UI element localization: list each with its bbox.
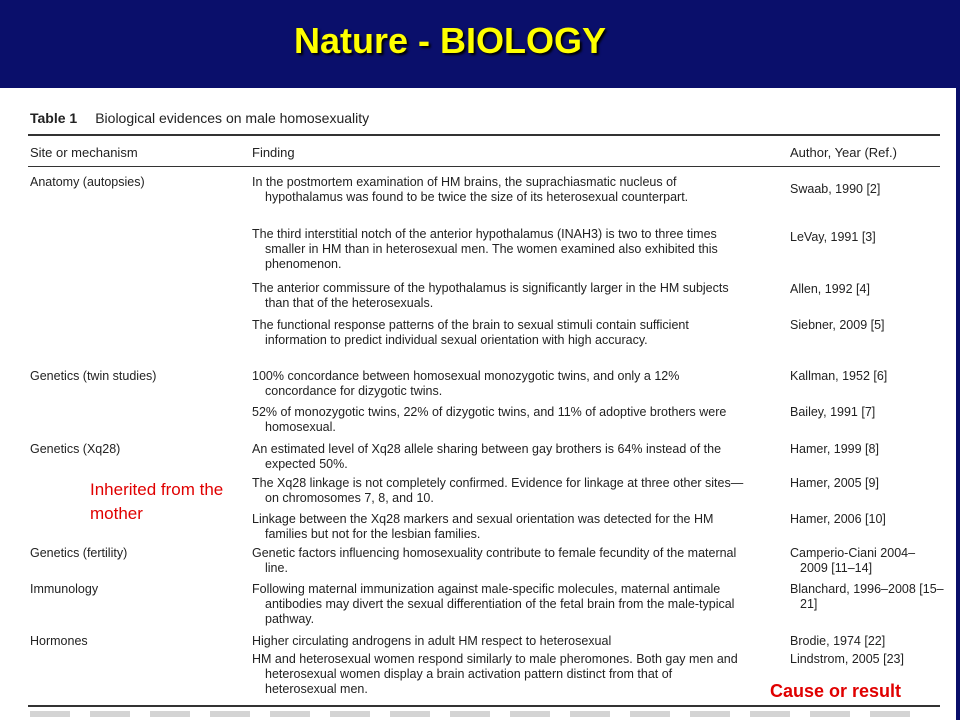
table-row-author: Bailey, 1991 [7] [790,405,876,419]
table-row-site: Immunology [30,582,99,596]
annotation-cause: Cause or result [770,681,902,701]
table-row-author: Lindstrom, 2005 [23] [790,652,904,666]
table-row-author: LeVay, 1991 [3] [790,230,876,244]
table-row-finding: An estimated level of Xq28 allele sharing between gay brothers is 64% instead of the expected 50%. [252,442,722,471]
table-caption [30,110,369,126]
table-row-site: Genetics (fertility) [30,546,128,560]
table-row-author: Swaab, 1990 [2] [790,182,881,196]
table-row-author: Camperio-Ciani 2004–2009 [11–14] [790,546,916,575]
table-row-finding: Following maternal immunization against male-specific molecules, maternal antimale antibodies may divert the sexual differentiation of the fetal brain from the male-typical pathway. [252,582,735,626]
header-author: Author, Year (Ref.) [790,145,897,160]
table-row-finding: In the postmortem examination of HM brains, the suprachiasmatic nucleus of hypothalamus was found to be twice the size of its heterosexual counterpart. [252,175,689,204]
table-row-author: Brodie, 1974 [22] [790,634,886,648]
table-row-author: Kallman, 1952 [6] [790,369,888,383]
table-row-site: Genetics (Xq28) [30,442,121,456]
table-row-finding: 100% concordance between homosexual monozygotic twins, and only a 12% concordance for dizygotic twins. [252,369,680,398]
table-row-author: Blanchard, 1996–2008 [15–21] [790,582,944,611]
table-row-finding: Linkage between the Xq28 markers and sexual orientation was detected for the HM families but not for the lesbian families. [252,512,714,541]
header-site: Site or mechanism [30,145,138,160]
table-row-author: Siebner, 2009 [5] [790,318,885,332]
table-row-author: Allen, 1992 [4] [790,282,870,296]
table-row-finding: The third interstitial notch of the anterior hypothalamus (INAH3) is two to three times smaller in HM than in heterosexual men. The women examined also exhibited this phenomenon. [252,227,718,271]
table-row-author: Hamer, 2006 [10] [790,512,886,526]
annotation-inherited: Inherited from the mother [90,480,224,523]
table-row-site: Hormones [30,634,88,648]
table-row-finding: Higher circulating androgens in adult HM respect to heterosexual [252,634,612,648]
table-row-author: Hamer, 1999 [8] [790,442,879,456]
header-finding: Finding [252,145,295,160]
table-row-finding: The anterior commissure of the hypothalamus is significantly larger in the HM subjects than that of the heterosexuals. [252,281,729,310]
table-row-site: Genetics (twin studies) [30,369,157,383]
table-row-site: Anatomy (autopsies) [30,175,145,189]
table-row-finding: HM and heterosexual women respond similarly to male pheromones. Both gay men and heterosexual women display a brain activation pattern distinct from that of heterosexual men. [252,652,738,696]
table-row-finding: 52% of monozygotic twins, 22% of dizygotic twins, and 11% of adoptive brothers were homosexual. [252,405,727,434]
table-row-finding: Genetic factors influencing homosexuality contribute to female fecundity of the maternal line. [252,546,737,575]
table-number: Table 1 [30,110,78,126]
table-row-author: Hamer, 2005 [9] [790,476,879,490]
table-top-rule [28,134,940,136]
table-row-finding: The Xq28 linkage is not completely confirmed. Evidence for linkage at three other sites—on chromosomes 7, 8, and 10. [252,476,744,505]
table-header-rule [28,166,940,167]
slide-title: Nature - BIOLOGY [293,20,607,61]
table-bottom-rule [28,705,940,707]
table-footnote-fade [30,711,930,717]
table-row-finding: The functional response patterns of the brain to sexual stimuli contain sufficient information to predict individual sexual orientation with high accuracy. [252,318,689,347]
table-caption-text: Biological evidences on male homosexuality [95,110,370,126]
